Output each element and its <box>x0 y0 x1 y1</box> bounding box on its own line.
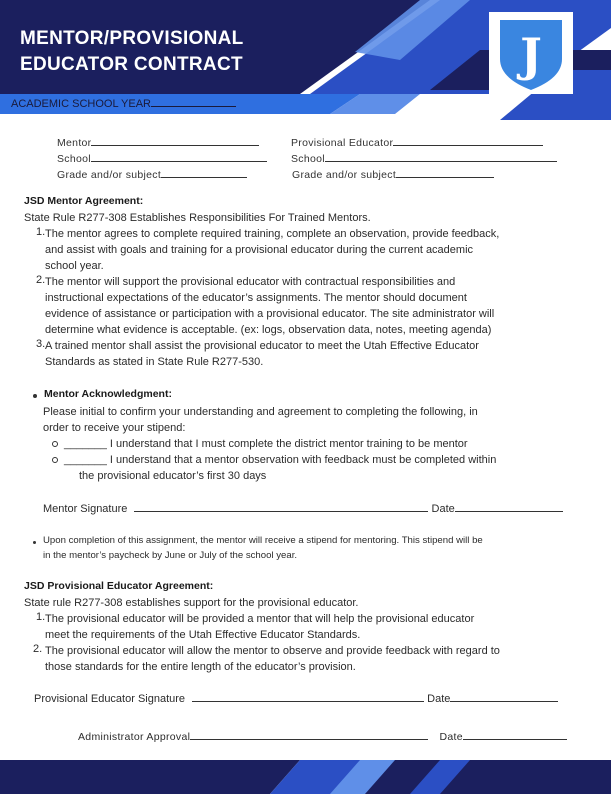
provisional-item-2-line-1: The provisional educator will allow the mentor to observe and provide feedback with regard to <box>45 645 500 657</box>
mentor-item-1-number: 1. <box>36 226 46 238</box>
provisional-label: Provisional Educator <box>291 137 394 149</box>
provisional-signature-field[interactable] <box>34 691 558 707</box>
mentor-item-2-number: 2. <box>36 274 46 286</box>
mentor-agreement-intro: State Rule R277-308 Establishes Responsibilities For Trained Mentors. <box>24 212 371 224</box>
grade-right-field[interactable] <box>292 168 494 181</box>
mentor-date-blank[interactable] <box>455 502 563 512</box>
provisional-agreement-heading: JSD Provisional Educator Agreement: <box>24 580 214 592</box>
mentor-item-2-line-3: evidence of assistance or participation with a provisional educator. The site administrator will <box>45 308 495 320</box>
mentor-item-2-line-4: determine what evidence is acceptable. (ex: logs, observation data, notes, meeting agenda) <box>45 324 492 336</box>
provisional-agreement-intro: State rule R277-308 establishes support for the provisional educator. <box>24 597 359 609</box>
acknowledgment-bullet <box>33 394 37 398</box>
logo-letter: J <box>520 28 542 82</box>
mentor-item-1-line-1: The mentor agrees to complete required training, complete an observation, provide feedback, <box>45 228 500 240</box>
admin-approval-blank[interactable] <box>190 730 428 740</box>
mentor-field[interactable] <box>57 136 259 149</box>
admin-date-blank[interactable] <box>463 730 567 740</box>
district-logo <box>489 12 573 94</box>
provisional-date-label: Date <box>427 693 451 705</box>
provisional-item-1-line-2: meet the requirements of the Utah Effective Educator Standards. <box>45 629 361 641</box>
admin-approval-field[interactable] <box>78 729 567 745</box>
academic-year-blank[interactable] <box>151 97 236 107</box>
school-left-field[interactable] <box>57 152 267 165</box>
acknowledgment-item-2-bullet <box>52 457 58 463</box>
school-right-field[interactable] <box>291 152 557 165</box>
mentor-label: Mentor <box>57 137 92 149</box>
mentor-blank[interactable] <box>91 136 259 146</box>
school-left-blank[interactable] <box>91 152 267 162</box>
mentor-item-3-number: 3. <box>36 338 46 350</box>
mentor-date-label: Date <box>431 503 455 515</box>
shield-icon <box>495 15 567 91</box>
grade-right-label: Grade and/or subject <box>292 169 397 181</box>
mentor-item-2-line-2: instructional expectations of the educator’s assignments. The mentor should document <box>45 292 467 304</box>
stipend-line-2: in the mentor’s paycheck by June or July of the school year. <box>43 550 298 561</box>
grade-right-blank[interactable] <box>396 168 494 178</box>
provisional-signature-label: Provisional Educator Signature <box>34 693 186 705</box>
provisional-item-1-number: 1. <box>36 611 46 623</box>
stipend-line-1: Upon completion of this assignment, the mentor will receive a stipend for mentoring. This stipend will be <box>43 535 483 546</box>
admin-date-label: Date <box>439 731 463 743</box>
mentor-signature-blank[interactable] <box>134 502 428 512</box>
grade-left-label: Grade and/or subject <box>57 169 162 181</box>
mentor-item-1-line-3: school year. <box>45 260 104 272</box>
footer-graphic <box>0 760 611 794</box>
grade-left-blank[interactable] <box>161 168 247 178</box>
acknowledgment-item-2-line-2: the provisional educator’s first 30 days <box>79 470 267 482</box>
school-right-label: School <box>291 153 325 165</box>
academic-year <box>11 97 236 110</box>
school-right-blank[interactable] <box>325 152 557 162</box>
mentor-item-1-line-2: and assist with goals and training for a provisional educator during the current academic <box>45 244 474 256</box>
acknowledgment-heading: Mentor Acknowledgment: <box>44 388 172 400</box>
acknowledgment-line-2: order to receive your stipend: <box>43 422 186 434</box>
academic-year-label: ACADEMIC SCHOOL YEAR <box>11 98 151 110</box>
mentor-signature-label: Mentor Signature <box>43 503 128 515</box>
footer-banner <box>0 760 611 794</box>
title-line-2: EDUCATOR CONTRACT <box>20 54 243 75</box>
acknowledgment-item-1-line-1[interactable]: _______ I understand that I must complete the district mentor training to be mentor <box>64 438 468 450</box>
mentor-item-2-line-1: The mentor will support the provisional educator with contractual responsibilities and <box>45 276 456 288</box>
provisional-item-2-line-2: those standards for the entire length of the educator’s provision. <box>45 661 356 673</box>
provisional-blank[interactable] <box>393 136 543 146</box>
acknowledgment-item-1-bullet <box>52 441 58 447</box>
mentor-item-3-line-1: A trained mentor shall assist the provisional educator to meet the Utah Effective Educator <box>45 340 479 352</box>
provisional-signature-blank[interactable] <box>192 692 424 702</box>
mentor-signature-field[interactable] <box>43 501 563 517</box>
header-banner <box>0 0 611 120</box>
title-line-1: MENTOR/PROVISIONAL <box>20 28 244 49</box>
stipend-bullet <box>33 541 36 544</box>
mentor-item-3-line-2: Standards as stated in State Rule R277-530. <box>45 356 264 368</box>
document-title <box>20 26 320 78</box>
provisional-field[interactable] <box>291 136 543 149</box>
provisional-item-2-number: 2. <box>33 643 43 655</box>
acknowledgment-line-1: Please initial to confirm your understanding and agreement to completing the following, in <box>43 406 478 418</box>
provisional-item-1-line-1: The provisional educator will be provided a mentor that will help the provisional educator <box>45 613 475 625</box>
grade-left-field[interactable] <box>57 168 247 181</box>
school-left-label: School <box>57 153 91 165</box>
acknowledgment-item-2-line-1[interactable]: _______ I understand that a mentor observation with feedback must be completed within <box>64 454 497 466</box>
provisional-date-blank[interactable] <box>450 692 558 702</box>
admin-approval-label: Administrator Approval <box>78 731 191 743</box>
mentor-agreement-heading: JSD Mentor Agreement: <box>24 195 144 207</box>
